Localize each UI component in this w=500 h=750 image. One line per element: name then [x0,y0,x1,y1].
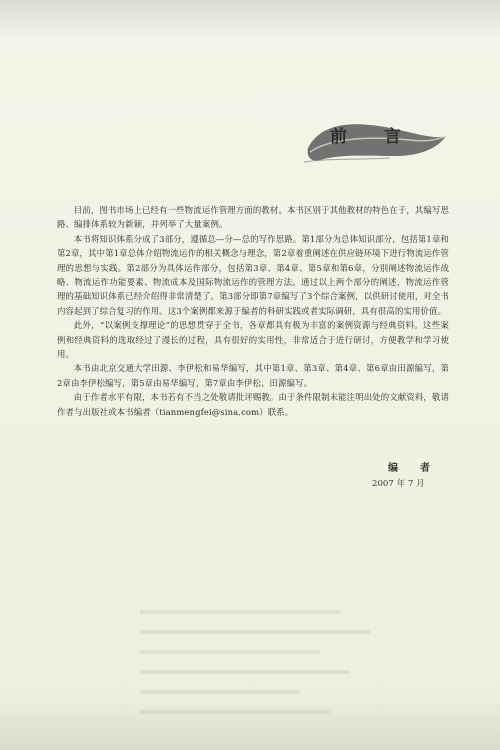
bottom-scan-shadow [0,695,500,750]
top-scan-shadow [0,0,500,40]
paragraph: 本书将知识体系分成了3部分，遵循总—分—总的写作思路。第1部分为总体知识部分，包括第1章和第2章，其中第1章总体介绍物流运作的相关概念与理念，第2章着重阐述在供应链环境下进行物流运作管理的思想与实践。第2部分为具体运作部分，包括第3章、第4章、第5章和第6章，分别阐述物流运作战略、物流运作功能要素、物流成本及国际物流运作的管理方法。通过以上两个部分的阐述，物流运作管理的基础知识体系已经介绍得非常清楚了。第3部分即第7章编写了3个综合案例，以供研讨使用，对全书内容起到了综合复习的作用。这3个案例都来源于编者的科研实践或者实际调研，具有很高的实用价值。 [57,233,449,316]
page-title: 前 言 [330,127,411,147]
paragraph: 此外，“以案例支撑理论”的思想贯穿于全书，各章都具有极为丰富的案例资源与经典资料。这些案例和经典资料的选取经过了漫长的过程，具有很好的实用性，非常适合于进行研讨，方便教学和学习使用。 [57,320,449,360]
preface-body [57,203,449,419]
paragraph: 目前，图书市场上已经有一些物流运作管理方面的教材。本书区别于其他教材的特色在于，其编写思路、编排体系较为新颖，并列举了大量案例。 [57,205,449,230]
signature: 编 者 [388,463,436,474]
paragraph: 本书由北京交通大学田源、李伊松和易华编写，其中第1章、第3章、第4章、第6章由田源编写，第2章由李伊松编写，第5章由易华编写，第7章由李伊松、田源编写。 [57,363,449,388]
paragraph: 由于作者水平有限，本书若有不当之处敬请批评赐教。由于条件限制未能注明出处的文献资料，敬请作者与出版社或本书编者（tianmengfei@sina.com）联系。 [57,392,449,417]
date: 2007 年 7 月 [372,479,425,489]
